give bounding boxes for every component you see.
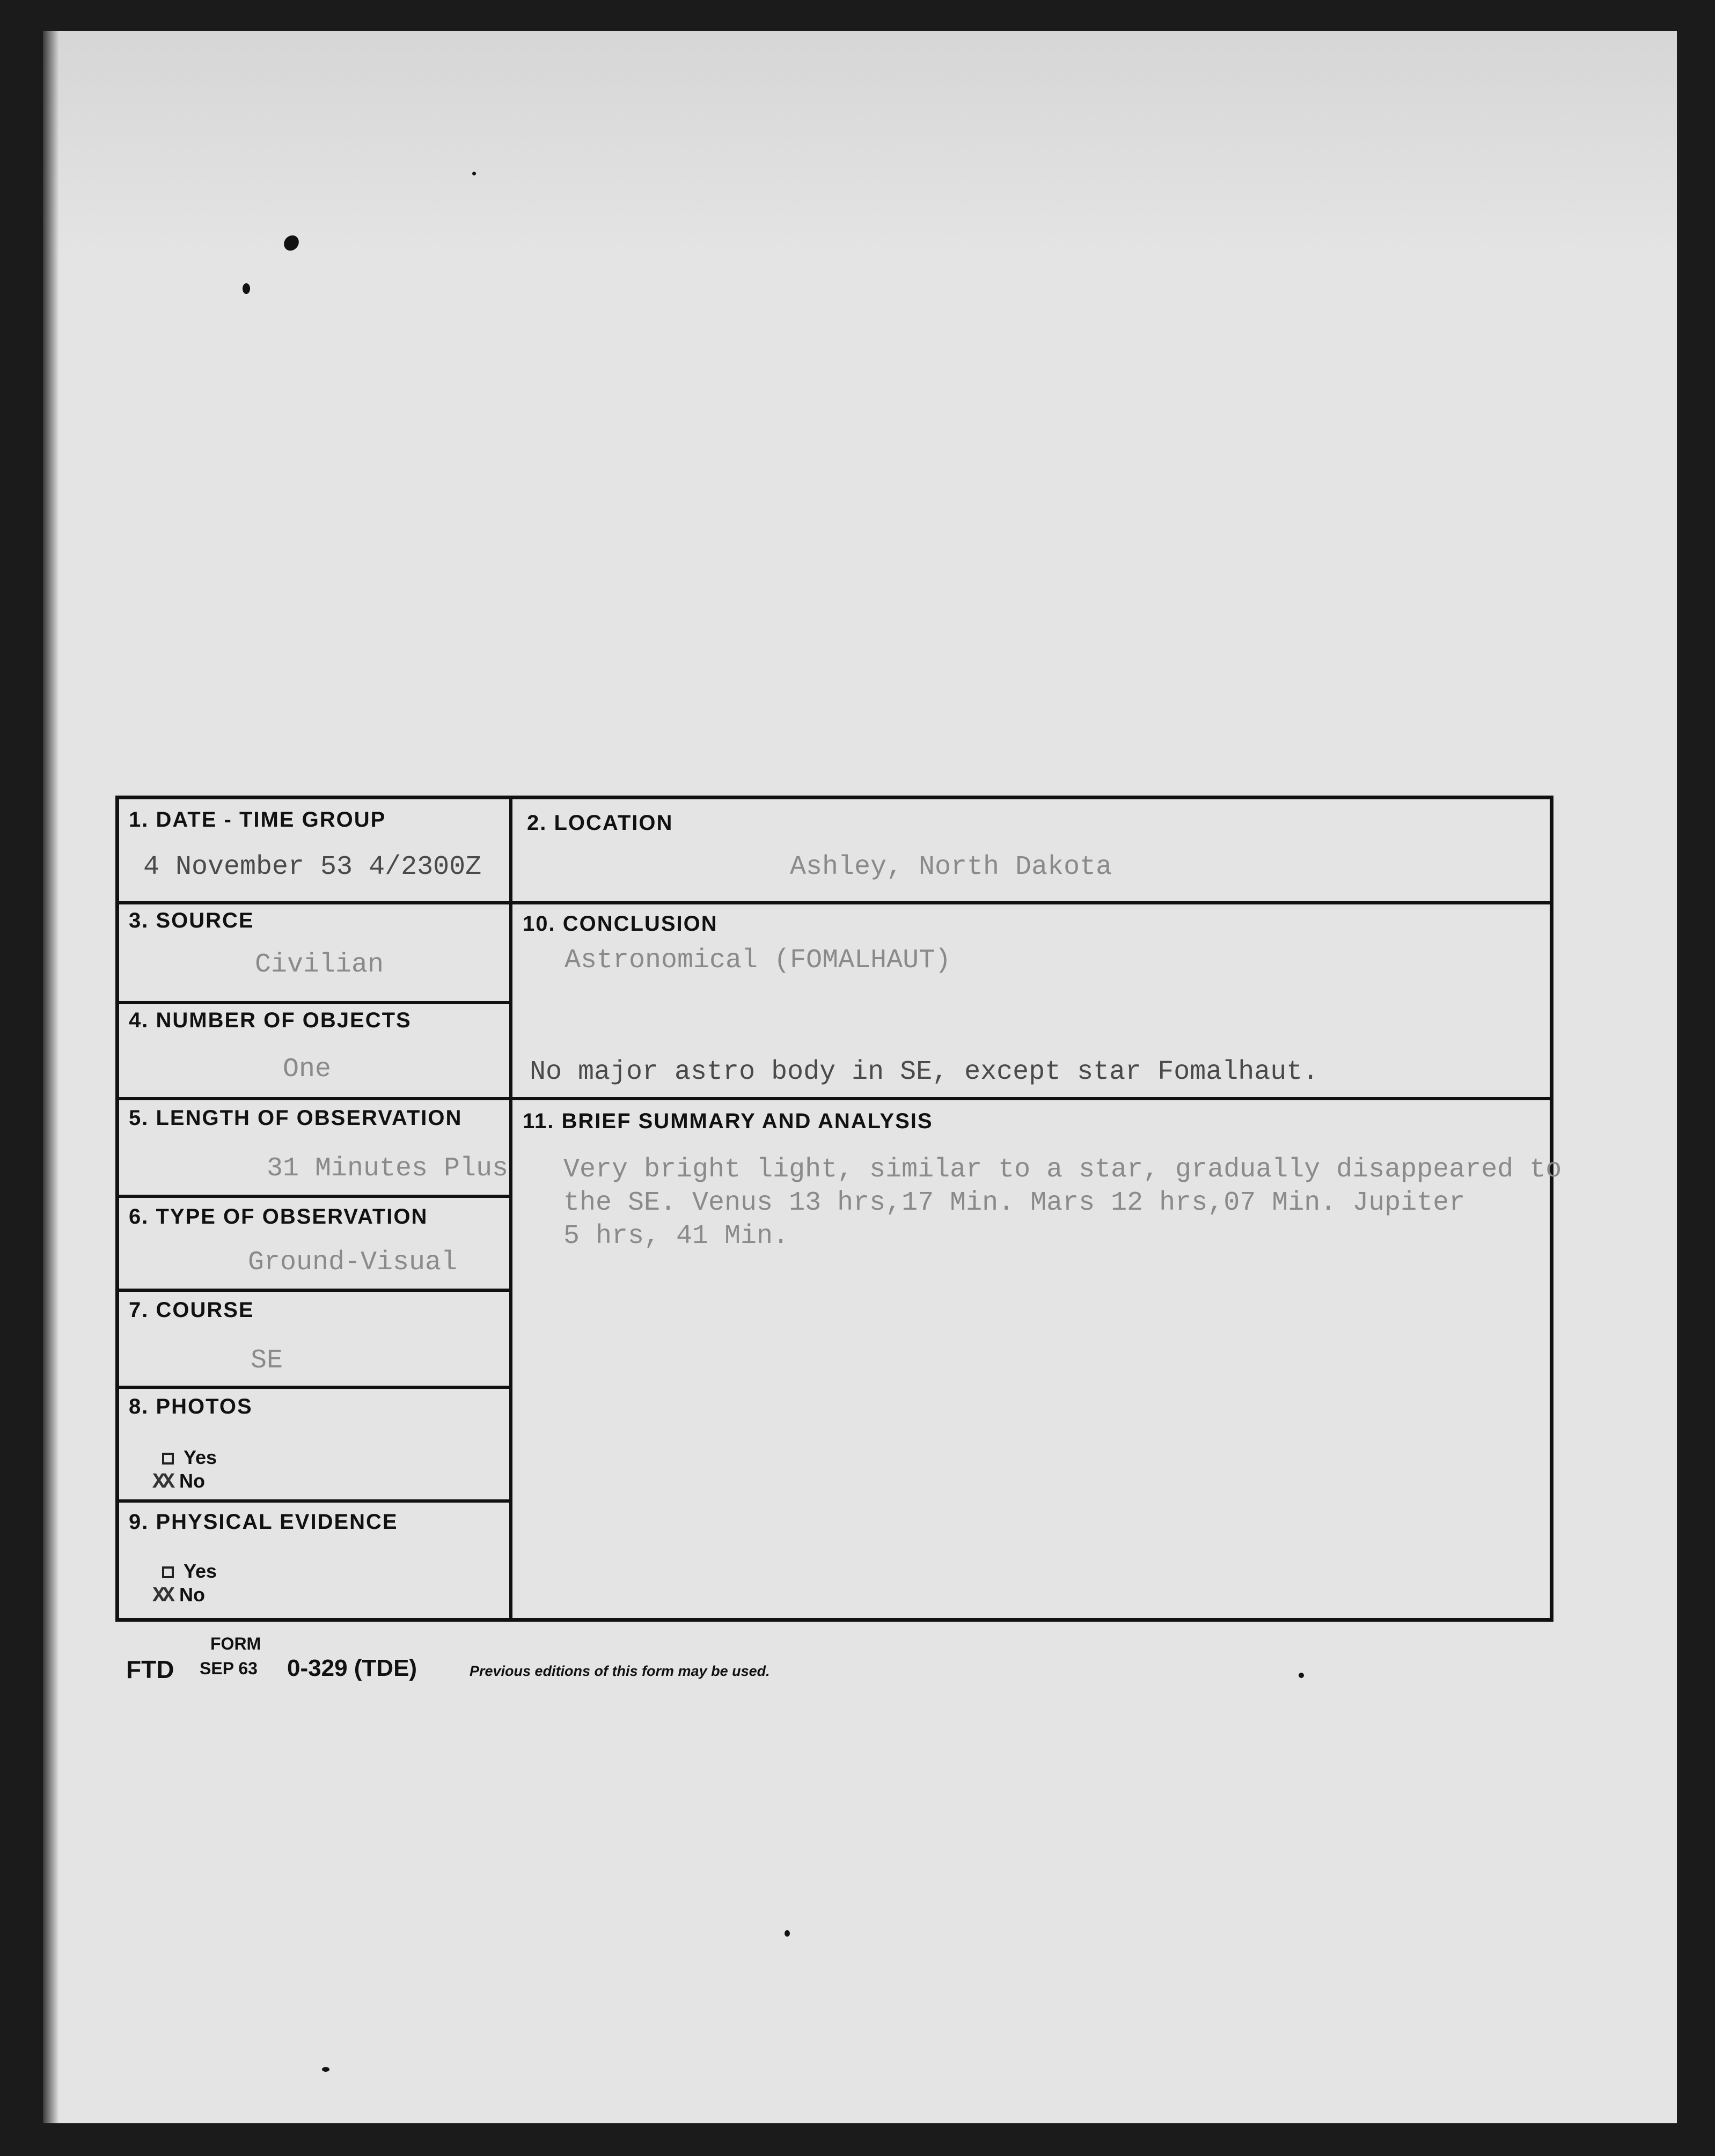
course-label: 7. COURSE (129, 1298, 254, 1322)
footer-note: Previous editions of this form may be used. (470, 1663, 770, 1679)
number-of-objects-value: One (283, 1054, 332, 1085)
photos-no-option[interactable] (152, 1470, 205, 1495)
x-mark-icon: XX (152, 1470, 172, 1495)
row-divider (119, 1001, 509, 1004)
summary-line: Very bright light, similar to a star, gradually disappeared to (563, 1154, 1562, 1185)
source-value: Civilian (255, 950, 384, 980)
summary-text (563, 1153, 1583, 1253)
footer-ftd: FTD (126, 1655, 174, 1683)
length-of-observation-label: 5. LENGTH OF OBSERVATION (129, 1106, 463, 1130)
course-value: SE (251, 1345, 283, 1376)
date-time-group-label: 1. DATE - TIME GROUP (129, 808, 386, 832)
photos-yes-label: Yes (184, 1446, 217, 1468)
dust-speck (322, 2067, 329, 2072)
photos-no-label: No (179, 1470, 206, 1492)
row-divider (119, 901, 1550, 904)
summary-label: 11. BRIEF SUMMARY AND ANALYSIS (523, 1109, 933, 1133)
photos-label: 8. PHOTOS (129, 1395, 253, 1418)
source-label: 3. SOURCE (129, 909, 254, 932)
row-divider (119, 1195, 509, 1198)
row-divider (119, 1386, 509, 1389)
number-of-objects-label: 4. NUMBER OF OBJECTS (129, 1009, 412, 1032)
footer-date: SEP 63 (200, 1659, 258, 1678)
checkbox-icon (162, 1453, 174, 1465)
dust-speck (243, 283, 250, 294)
location-label: 2. LOCATION (527, 811, 673, 835)
physical-evidence-label: 9. PHYSICAL EVIDENCE (129, 1510, 398, 1534)
row-divider (119, 1499, 509, 1503)
physical-evidence-yes-label: Yes (184, 1560, 217, 1582)
row-divider (119, 1289, 509, 1292)
column-divider (509, 799, 512, 1618)
type-of-observation-value: Ground-Visual (248, 1247, 458, 1278)
checkbox-icon (162, 1566, 174, 1578)
physical-evidence-no-label: No (179, 1584, 206, 1606)
row-divider (119, 1097, 1550, 1100)
physical-evidence-no-option[interactable] (152, 1584, 205, 1608)
photos-yes-option[interactable] (162, 1446, 217, 1469)
dust-speck (785, 1930, 790, 1937)
dust-speck (1299, 1673, 1304, 1678)
conclusion-value: Astronomical (FOMALHAUT) (565, 945, 951, 976)
length-of-observation-value: 31 Minutes Plus (267, 1153, 509, 1184)
summary-line: the SE. Venus 13 hrs,17 Min. Mars 12 hrs,07 Min. Jupiter (563, 1188, 1465, 1218)
conclusion-note: No major astro body in SE, except star Fomalhaut. (530, 1057, 1319, 1087)
type-of-observation-label: 6. TYPE OF OBSERVATION (129, 1205, 428, 1228)
footer-form-word: FORM (210, 1634, 261, 1653)
conclusion-label: 10. CONCLUSION (523, 912, 718, 936)
x-mark-icon: XX (152, 1584, 172, 1608)
footer-form-number: 0-329 (TDE) (287, 1655, 417, 1681)
location-value: Ashley, North Dakota (790, 852, 1112, 882)
physical-evidence-yes-option[interactable] (162, 1560, 217, 1583)
dust-speck (281, 232, 302, 254)
date-time-group-value: 4 November 53 4/2300Z (143, 852, 482, 882)
summary-line: 5 hrs, 41 Min. (563, 1221, 789, 1252)
dust-speck (472, 172, 476, 175)
